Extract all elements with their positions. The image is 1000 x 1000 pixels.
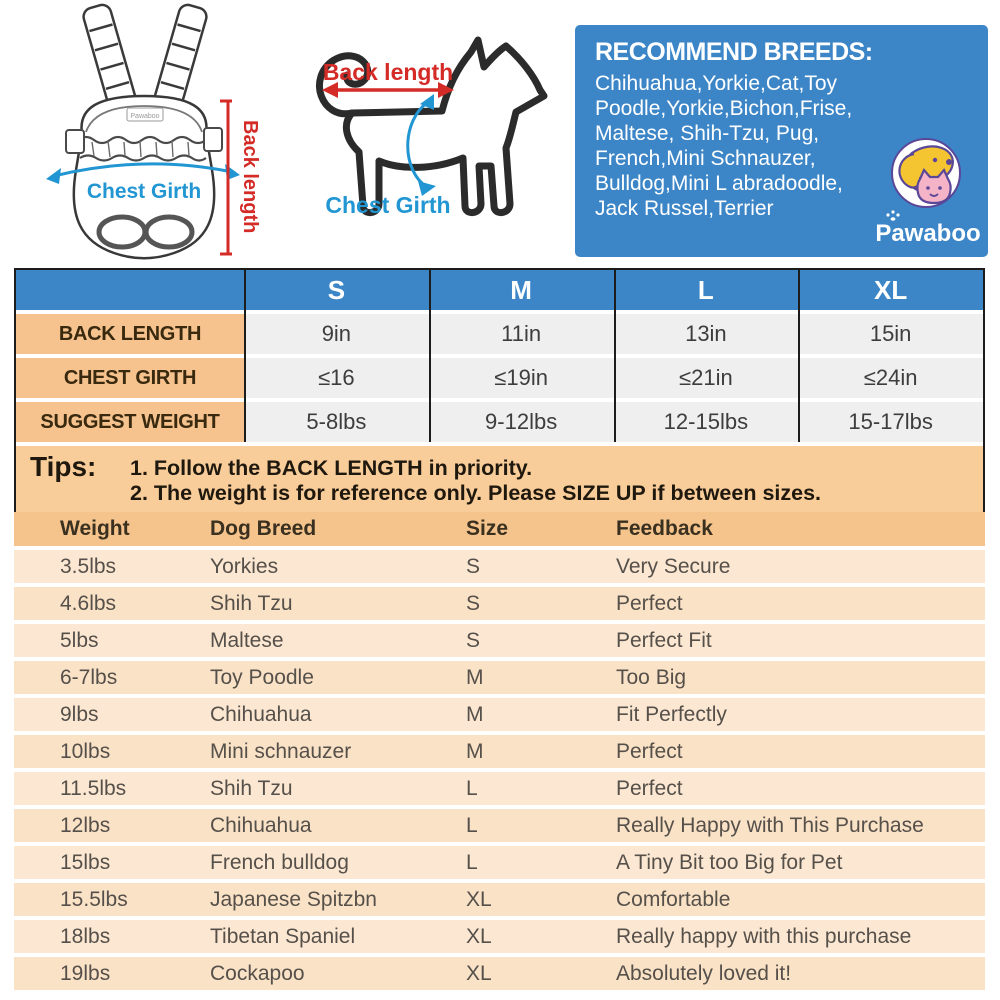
row-label: CHEST GIRTH xyxy=(16,358,244,398)
row-label: SUGGEST WEIGHT xyxy=(16,402,244,442)
cell: 11in xyxy=(429,314,614,354)
breed-line: Maltese, Shih-Tzu, Pug, xyxy=(595,122,820,145)
cell-feedback: Very Secure xyxy=(616,554,731,578)
cell-size: XL xyxy=(466,924,492,948)
size-table-box xyxy=(14,268,985,517)
cell: 15in xyxy=(798,314,983,354)
cell-breed: Shih Tzu xyxy=(210,776,293,800)
column-divider xyxy=(429,270,431,442)
cell-feedback: Perfect Fit xyxy=(616,628,712,652)
feedback-row xyxy=(14,661,985,694)
cell-feedback: Perfect xyxy=(616,739,683,763)
cell-weight: 18lbs xyxy=(60,924,111,948)
dog-diagram xyxy=(282,20,558,240)
size-table xyxy=(16,270,983,442)
feedback-row xyxy=(14,883,985,916)
cell: 9in xyxy=(244,314,429,354)
cell-weight: 11.5lbs xyxy=(60,776,127,800)
column-divider xyxy=(798,270,800,442)
col-header-weight: Weight xyxy=(60,517,130,540)
pawaboo-logo xyxy=(872,133,984,251)
cell-size: XL xyxy=(466,887,492,911)
cell-weight: 5lbs xyxy=(60,628,99,652)
feedback-row xyxy=(14,698,985,731)
cell-size: M xyxy=(466,739,484,763)
cell-feedback: Absolutely loved it! xyxy=(616,961,792,985)
logo-wordmark: Pawaboo xyxy=(875,220,981,247)
cell-breed: Mini schnauzer xyxy=(210,739,352,763)
col-header-feedback: Feedback xyxy=(616,517,713,540)
size-table-row-chest-girth xyxy=(16,358,983,398)
cell-feedback: Really happy with this purchase xyxy=(616,924,912,948)
dog-back-length-label: Back length xyxy=(322,59,454,85)
column-divider xyxy=(614,270,616,442)
cell-breed: Tibetan Spaniel xyxy=(210,924,356,948)
cell-size: M xyxy=(466,702,484,726)
cell: 9-12lbs xyxy=(429,402,614,442)
tips-section xyxy=(16,446,983,515)
cell: ≤24in xyxy=(798,358,983,398)
cell: 13in xyxy=(614,314,799,354)
size-col-header-m: M xyxy=(429,270,614,310)
backpack-diagram xyxy=(28,2,268,264)
column-divider xyxy=(244,270,246,442)
backpack-back-length-label: Back length xyxy=(239,120,261,234)
feedback-row xyxy=(14,920,985,953)
breed-line: Poodle,Yorkie,Bichon,Frise, xyxy=(595,97,853,120)
cell-breed: Yorkies xyxy=(210,554,279,578)
breed-line: Bulldog,Mini L abradoodle, xyxy=(595,172,843,195)
cell-feedback: Perfect xyxy=(616,591,683,615)
cell: 12-15lbs xyxy=(614,402,799,442)
tip-line: 2. The weight is for reference only. Please SIZE UP if between sizes. xyxy=(130,481,822,505)
cell-breed: Maltese xyxy=(210,628,284,652)
cell-weight: 6-7lbs xyxy=(60,665,118,689)
tip-line: 1. Follow the BACK LENGTH in priority. xyxy=(130,456,533,480)
cell-feedback: Too Big xyxy=(616,665,687,689)
cell-breed: Chihuahua xyxy=(210,702,312,726)
cell-breed: Chihuahua xyxy=(210,813,312,837)
recommend-breeds-title: RECOMMEND BREEDS: xyxy=(595,38,873,66)
feedback-row xyxy=(14,846,985,879)
cell: ≤21in xyxy=(614,358,799,398)
size-col-header-xl: XL xyxy=(798,270,983,310)
size-table-corner-cell xyxy=(16,270,244,310)
feedback-row xyxy=(14,957,985,990)
cell-size: XL xyxy=(466,961,492,985)
feedback-row xyxy=(14,809,985,842)
feedback-row xyxy=(14,587,985,620)
feedback-header-row xyxy=(14,512,985,546)
breed-line: French,Mini Schnauzer, xyxy=(595,147,816,170)
backpack-brand-label: Pawaboo xyxy=(130,113,160,120)
size-col-header-s: S xyxy=(244,270,429,310)
cell-feedback: Perfect xyxy=(616,776,683,800)
cell: ≤16 xyxy=(244,358,429,398)
cell-weight: 12lbs xyxy=(60,813,111,837)
cell-size: L xyxy=(466,850,478,874)
col-header-size: Size xyxy=(466,517,509,540)
tips-label: Tips: xyxy=(30,451,97,482)
size-table-row-back-length xyxy=(16,314,983,354)
recommend-breeds-box xyxy=(575,25,988,257)
cell: 15-17lbs xyxy=(798,402,983,442)
cell-feedback: Comfortable xyxy=(616,887,731,911)
cell-weight: 3.5lbs xyxy=(60,554,117,578)
cell-weight: 4.6lbs xyxy=(60,591,117,615)
feedback-table xyxy=(14,512,985,994)
size-col-header-l: L xyxy=(614,270,799,310)
size-table-row-suggest-weight xyxy=(16,402,983,442)
cell-size: L xyxy=(466,776,478,800)
cell-size: M xyxy=(466,665,484,689)
cell-size: S xyxy=(466,628,481,652)
size-table-header-row xyxy=(16,270,983,310)
cell-weight: 15.5lbs xyxy=(60,887,128,911)
cell-weight: 10lbs xyxy=(60,739,111,763)
breed-line: Jack Russel,Terrier xyxy=(595,197,774,220)
cell-breed: Shih Tzu xyxy=(210,591,293,615)
feedback-row xyxy=(14,735,985,768)
backpack-chest-girth-label: Chest Girth xyxy=(86,180,202,203)
cell-size: L xyxy=(466,813,478,837)
cell-feedback: A Tiny Bit too Big for Pet xyxy=(616,850,843,874)
cell-breed: Cockapoo xyxy=(210,961,305,985)
cell: 5-8lbs xyxy=(244,402,429,442)
cell-breed: Toy Poodle xyxy=(210,665,314,689)
cell-weight: 19lbs xyxy=(60,961,111,985)
cell-weight: 15lbs xyxy=(60,850,111,874)
col-header-dog-breed: Dog Breed xyxy=(210,517,317,540)
cell-breed: French bulldog xyxy=(210,850,349,874)
cell-weight: 9lbs xyxy=(60,702,99,726)
tips-lines xyxy=(130,451,821,506)
row-label: BACK LENGTH xyxy=(16,314,244,354)
breed-line: Chihuahua,Yorkie,Cat,Toy xyxy=(595,72,838,95)
cell-size: S xyxy=(466,554,481,578)
dog-chest-girth-label: Chest Girth xyxy=(325,192,451,218)
feedback-row xyxy=(14,772,985,805)
cell-feedback: Really Happy with This Purchase xyxy=(616,813,924,837)
feedback-row xyxy=(14,624,985,657)
cell: ≤19in xyxy=(429,358,614,398)
cell-feedback: Fit Perfectly xyxy=(616,702,727,726)
cell-breed: Japanese Spitzbn xyxy=(210,887,377,911)
feedback-row xyxy=(14,550,985,583)
cell-size: S xyxy=(466,591,481,615)
